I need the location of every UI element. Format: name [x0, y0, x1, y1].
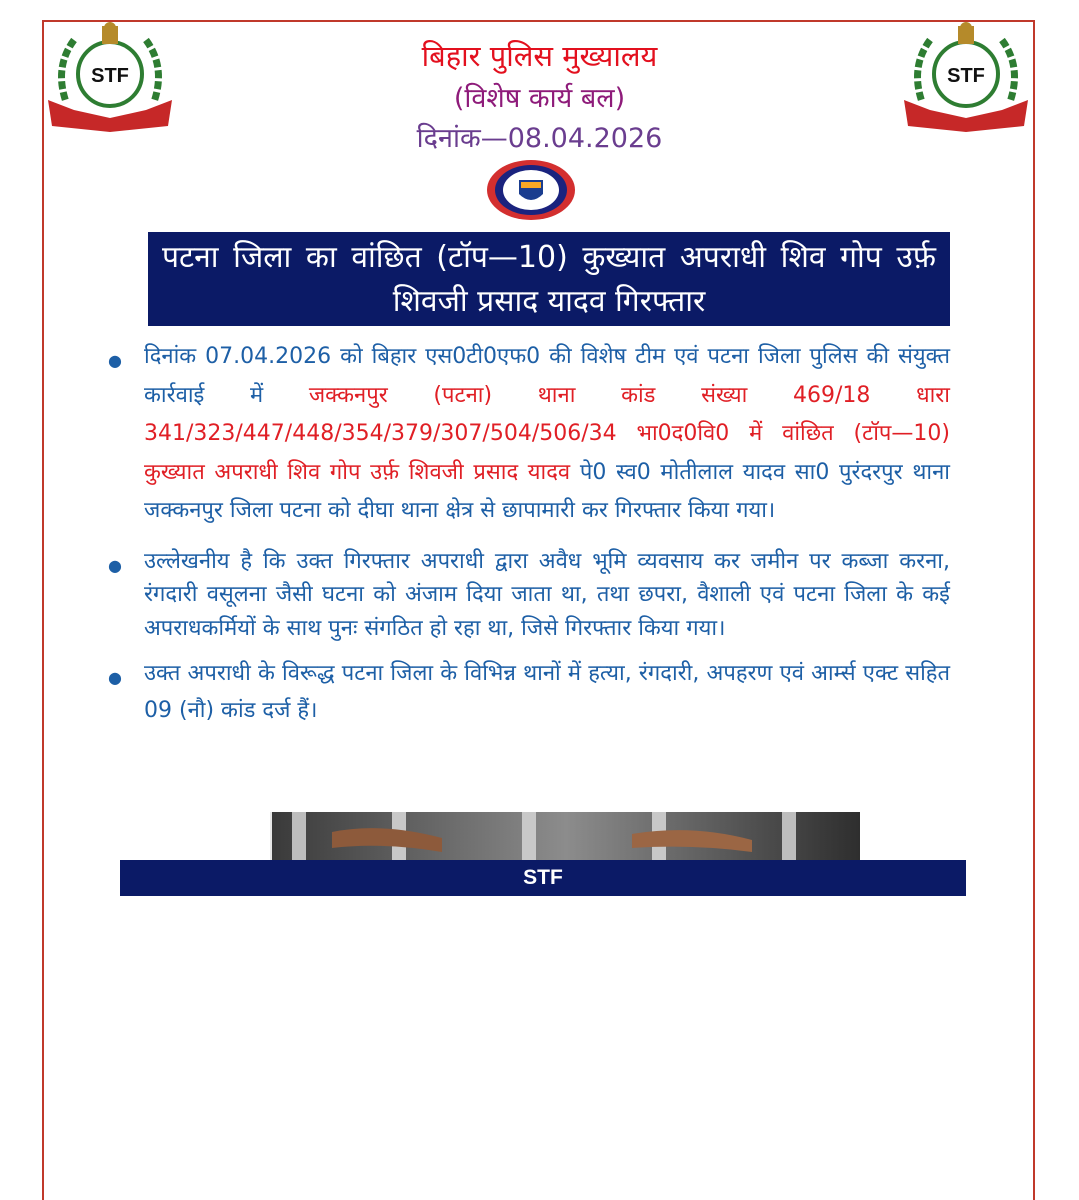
headline-box — [148, 232, 950, 326]
list-item — [108, 545, 950, 646]
footer-bar — [120, 860, 966, 896]
header-title: बिहार पुलिस मुख्यालय — [421, 39, 658, 73]
bullet-text: पे0 स्व0 मोतीलाल यादव सा0 पुरंदरपुर थाना जक्कनपुर जिला पटना को दीघा थाना क्षेत्र से छापामारी कर गिरफ्तार किया गया। — [144, 459, 950, 523]
bullet-text: दिनांक 07.04.2026 को बिहार एस0टी0एफ0 की विशेष टीम एवं पटना जिला पुलिस की संयुक्त कार्रवाई में — [144, 344, 950, 408]
footer-label: STF — [523, 866, 563, 889]
svg-text:STF: STF — [91, 65, 129, 87]
bullet-text: उक्त अपराधी के विरूद्ध पटना जिला के विभिन्न थानों में हत्या, रंगदारी, अपहरण एवं आर्म्स एक्ट सहित 09 (नौ) कांड दर्ज हैं। — [144, 661, 950, 723]
header-date: दिनांक—08.04.2026 — [416, 123, 663, 154]
bullet-list — [108, 338, 950, 729]
svg-text:STF: STF — [947, 65, 985, 87]
list-item — [108, 338, 950, 531]
highlighted-text: जक्कनपुर (पटना) थाना कांड संख्या 469/18 धारा 341/323/447/448/354/379/307/504/506/34 भा0द0वि0 में वांछित (टॉप—10) कुख्यात अपराधी शिव गोप उर्फ़ शिवजी प्रसाद यादव — [144, 382, 950, 485]
bihar-police-logo — [485, 158, 577, 222]
jail-bars-image — [270, 812, 860, 860]
bihar-police-logo-icon — [485, 158, 577, 222]
header-subtitle: (विशेष कार्य बल) — [453, 83, 626, 114]
jail-bars-icon — [272, 812, 860, 860]
headline-text: पटना जिला का वांछित (टॉप—10) कुख्यात अपराधी शिव गोप उर्फ़ शिवजी प्रसाद यादव गिरफ्तार — [162, 240, 936, 319]
bullet-text: उल्लेखनीय है कि उक्त गिरफ्तार अपराधी द्वारा अवैध भूमि व्यवसाय कर जमीन पर कब्जा करना, रंगदारी वसूलना जैसी घटना को अंजाम दिया जाता था, तथा छपरा, वैशाली एवं पटना जिला के कई अपराधकर्मियों के साथ पुनः संगठित हो रहा था, जिसे गिरफ्तार किया गया। — [144, 548, 950, 641]
list-item — [108, 655, 950, 729]
